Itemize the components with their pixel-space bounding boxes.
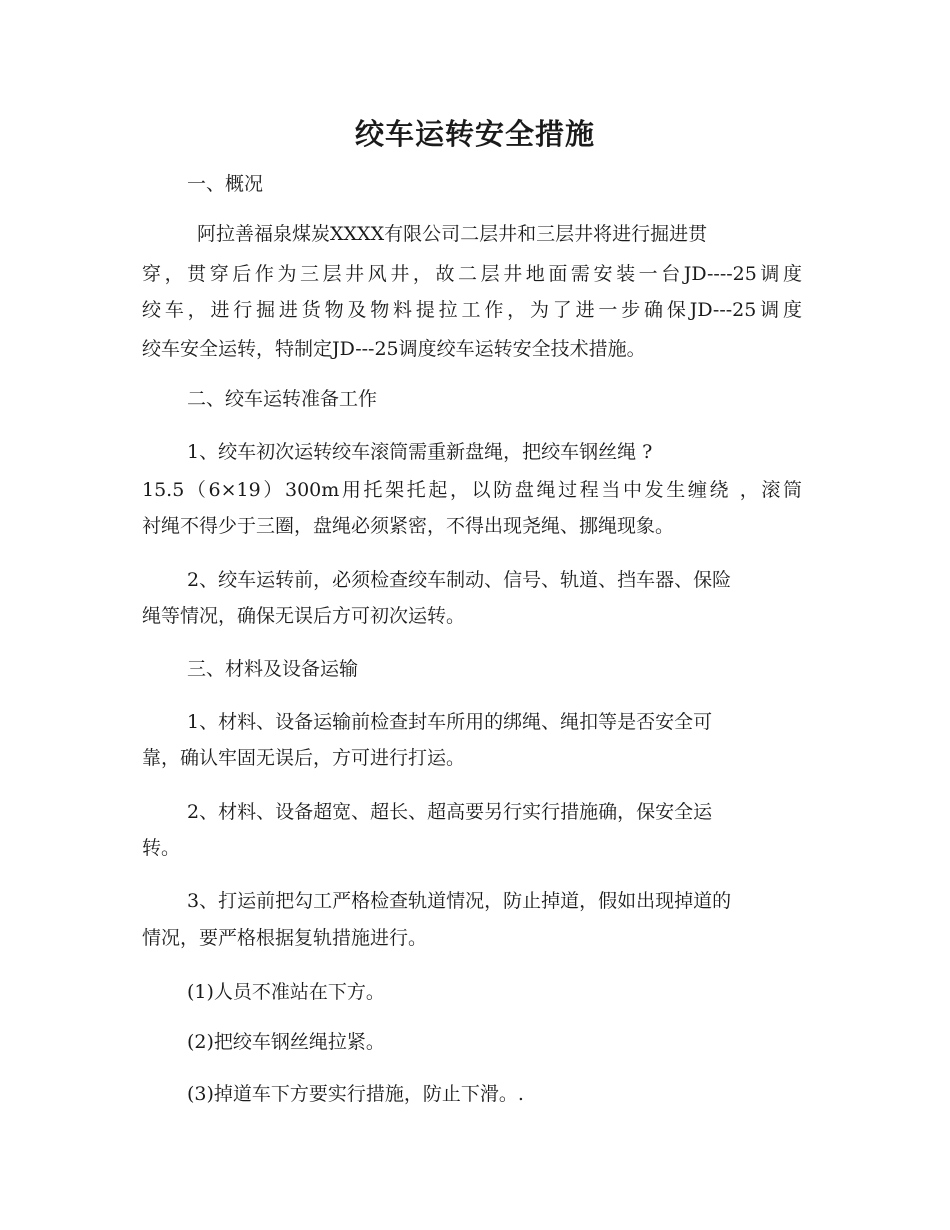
paragraph-line: 情况，要严格根据复轨措施进行。 [142, 927, 428, 949]
list-item: (3)掉道车下方要实行措施，防止下滑。. [187, 1083, 524, 1105]
paragraph-line: 15.5（6×19）300m用托架托起，以防盘绳过程当中发生缠绕 ，滚筒 [142, 479, 802, 501]
list-item: (2)把绞车钢丝绳拉紧。 [187, 1031, 385, 1053]
paragraph-line: 2、材料、设备超宽、超长、超高要另行实行措施确，保安全运 [187, 801, 713, 823]
list-item: (1)人员不准站在下方。 [187, 981, 385, 1003]
paragraph-line: 绞车，进行掘进货物及物料提拉工作，为了进一步确保JD---25调度 [142, 299, 802, 321]
paragraph-line: 阿拉善福泉煤炭XXXX有限公司二层井和三层井将进行掘进贯 [197, 223, 708, 245]
paragraph-line: 1、绞车初次运转绞车滚筒需重新盘绳，把绞车钢丝绳 ? [187, 441, 653, 463]
section-heading-preparation: 二、绞车运转准备工作 [187, 388, 378, 410]
paragraph-line: 衬绳不得少于三圈，盘绳必须紧密，不得出现尧绳、挪绳现象。 [142, 515, 675, 537]
paragraph-line: 绞车安全运转，特制定JD---25调度绞车运转安全技术措施。 [142, 338, 646, 360]
paragraph-line: 绳等情况，确保无误后方可初次运转。 [142, 605, 466, 627]
paragraph-line: 3、打运前把勾工严格检查轨道情况，防止掉道，假如出现掉道的 [187, 890, 732, 912]
section-heading-transport: 三、材料及设备运输 [187, 658, 359, 680]
paragraph-line: 2、绞车运转前，必须检查绞车制动、信号、轨道、挡车器、保险 [187, 569, 732, 591]
paragraph-line: 穿，贯穿后作为三层井风井，故二层井地面需安装一台JD----25调度 [142, 263, 802, 285]
paragraph-line: 转。 [142, 837, 181, 859]
paragraph-line: 靠，确认牢固无误后，方可进行打运。 [142, 747, 466, 769]
section-heading-overview: 一、概况 [187, 173, 264, 195]
paragraph-line: 1、材料、设备运输前检查封车所用的绑绳、绳扣等是否安全可 [187, 711, 713, 733]
document-title: 绞车运转安全措施 [354, 117, 595, 151]
